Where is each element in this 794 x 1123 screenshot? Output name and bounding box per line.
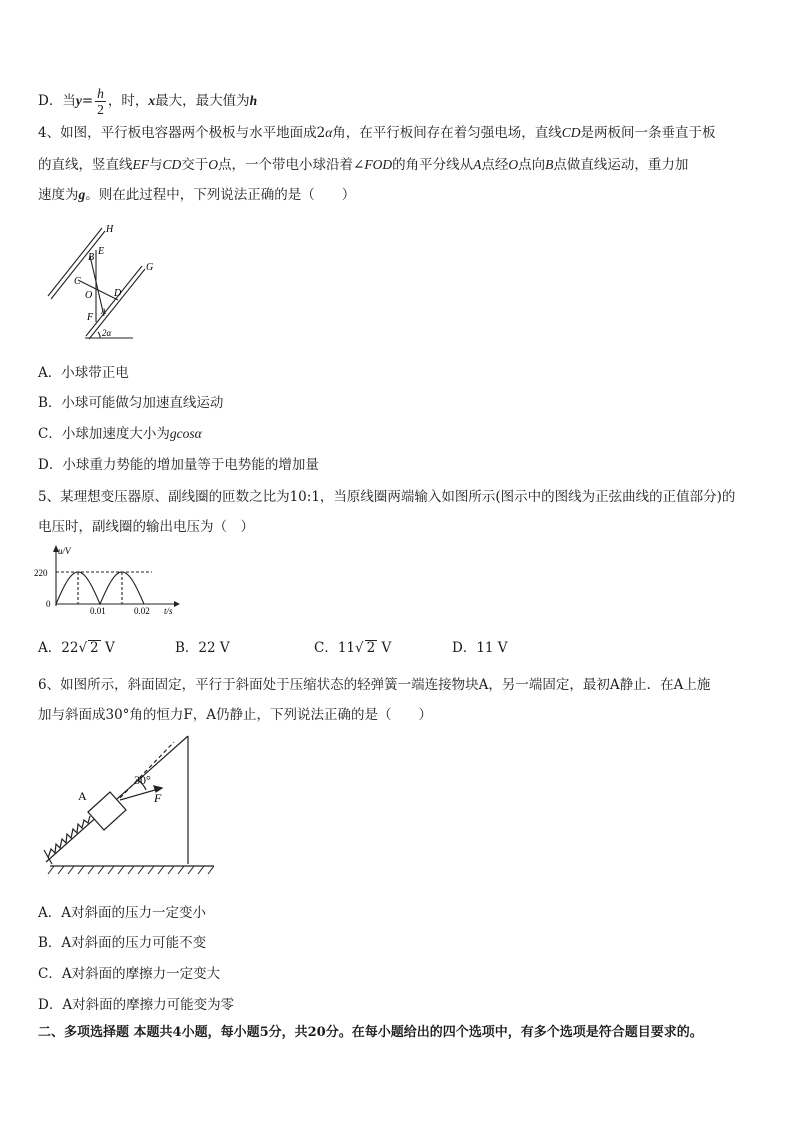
fraction-h-over-2 xyxy=(95,86,106,117)
math-var: CD xyxy=(561,125,581,140)
label-c: C xyxy=(74,276,81,287)
text: 点，一个带电小球沿着∠ xyxy=(218,157,365,173)
q6-incline-figure xyxy=(38,734,216,884)
math-var: B xyxy=(545,157,554,172)
math-var: α xyxy=(325,125,333,140)
text: 加与斜面成30°角的恒力F，A仍静止，下列说法正确的是（ ） xyxy=(38,707,433,723)
q4-stem-line2 xyxy=(38,155,688,175)
q4-option-a[interactable] xyxy=(38,363,129,383)
option-text: A对斜面的压力可能不变 xyxy=(61,935,207,951)
x-tick-002: 0.02 xyxy=(134,606,150,616)
option-text: ，时， xyxy=(107,93,149,109)
label-block-a: A xyxy=(78,789,87,803)
text: 速度为 xyxy=(38,187,79,203)
angle-arc xyxy=(98,332,100,338)
q6-stem-line2 xyxy=(38,705,432,725)
text: 。则在此过程中，下列说法正确的是（ ） xyxy=(85,187,356,203)
text: 点向 xyxy=(518,157,546,173)
q5-option-d[interactable] xyxy=(452,638,508,658)
q6-stem-line1 xyxy=(38,675,710,695)
spring xyxy=(48,816,90,858)
label-a: A xyxy=(101,307,106,316)
math-var: CD xyxy=(162,157,182,172)
q5-option-a[interactable] xyxy=(38,638,115,658)
label-h: H xyxy=(106,224,114,235)
x-tick-001: 0.01 xyxy=(90,606,106,616)
text: 的直线，竖直线 xyxy=(38,157,133,173)
option-text: 小球带正电 xyxy=(61,365,129,381)
option-value: 22 V xyxy=(198,640,230,656)
label-d: D xyxy=(114,288,122,299)
math-var: O xyxy=(508,157,519,172)
label-f: F xyxy=(87,312,94,323)
text: 与 xyxy=(149,157,163,173)
option-letter: D． xyxy=(452,640,477,656)
q6-option-d[interactable] xyxy=(38,995,234,1015)
text: 5、某理想变压器原、副线圈的匝数之比为10:1，当原线圈两端输入如图所示(图示中的图线为正弦曲线的正值部分)的 xyxy=(38,489,736,505)
text: 点经 xyxy=(481,157,509,173)
origin-label: 0 xyxy=(46,599,51,609)
text: 电压时，副线圈的输出电压为（ ） xyxy=(38,519,254,535)
option-value: 11 xyxy=(337,640,356,656)
option-value: 11 V xyxy=(476,640,508,656)
sqrt-sign: √ xyxy=(355,640,364,656)
y-axis-label: u/V xyxy=(58,546,71,556)
q6-option-b[interactable] xyxy=(38,933,206,953)
option-letter: B． xyxy=(38,395,62,411)
option-text: 当 xyxy=(62,93,76,109)
option-text: A对斜面的摩擦力可能变为零 xyxy=(62,997,235,1013)
q3-option-d xyxy=(38,86,257,117)
option-letter: D． xyxy=(38,457,63,473)
sqrt-sign: √ xyxy=(78,640,88,656)
option-text: 最大，最大值为 xyxy=(155,93,250,109)
x-axis-arrow xyxy=(174,601,180,607)
section-text: 二、多项选择题 本题共4小题，每小题5分，共20分。在每小题给出的四个选项中，有多个选项是符合题目要求的。 xyxy=(38,1025,703,1040)
y-tick-220: 220 xyxy=(34,568,48,578)
option-letter: B． xyxy=(175,640,199,656)
option-letter: A． xyxy=(38,905,62,921)
text: 角，在平行板间存在着匀强电场，直线 xyxy=(332,125,562,141)
option-letter: C． xyxy=(314,640,338,656)
q4-option-d[interactable] xyxy=(38,455,319,475)
option-letter: A． xyxy=(38,640,62,656)
option-letter: D． xyxy=(38,997,63,1013)
text: 是两板间一条垂直于板 xyxy=(580,125,716,141)
x-axis-label: t/s xyxy=(164,606,173,616)
math-expr: gcosα xyxy=(169,426,202,441)
option-letter: A． xyxy=(38,365,62,381)
option-letter: B． xyxy=(38,935,62,951)
option-unit: V xyxy=(381,640,392,656)
q5-stem-line2 xyxy=(38,517,254,537)
text: 4、如图，平行板电容器两个极板与水平地面成2 xyxy=(38,125,326,141)
math-var: A xyxy=(473,157,482,172)
q5-stem-line1 xyxy=(38,487,735,507)
text: 6、如图所示，斜面固定，平行于斜面处于压缩状态的轻弹簧一端连接物块A，另一端固定，最初A静止．在A上施 xyxy=(38,677,711,693)
math-var: y xyxy=(75,93,82,108)
q4-option-c[interactable] xyxy=(38,424,202,444)
math-var: O xyxy=(208,157,219,172)
q4-option-b[interactable] xyxy=(38,393,223,413)
text: 点做直线运动，重力加 xyxy=(553,157,689,173)
section-2-heading xyxy=(38,1023,703,1043)
math-var: EF xyxy=(132,157,149,172)
plate-right-b xyxy=(89,269,145,339)
q6-option-a[interactable] xyxy=(38,903,206,923)
math-eq: = xyxy=(81,93,94,109)
sine-curve xyxy=(56,572,144,604)
label-force-f: F xyxy=(154,791,162,805)
math-var: g xyxy=(78,187,86,202)
label-o: O xyxy=(85,290,93,301)
label-g: G xyxy=(146,262,154,273)
radicand: 2 xyxy=(90,640,99,656)
label-e: E xyxy=(98,246,105,257)
option-text: A对斜面的摩擦力一定变大 xyxy=(61,966,221,982)
option-letter: D． xyxy=(38,93,63,109)
option-value: 22 xyxy=(61,640,79,656)
label-b: B xyxy=(88,252,95,263)
math-var: FOD xyxy=(364,157,393,172)
q6-option-c[interactable] xyxy=(38,964,220,984)
option-text: A对斜面的压力一定变小 xyxy=(61,905,206,921)
option-letter: C． xyxy=(38,966,62,982)
option-text: 小球可能做匀加速直线运动 xyxy=(61,395,224,411)
plate-left-b xyxy=(51,231,105,299)
frac-num: h xyxy=(97,86,104,101)
option-text: 小球重力势能的增加量等于电势能的增加量 xyxy=(62,457,319,473)
option-unit: V xyxy=(104,640,115,656)
text: 交于 xyxy=(181,157,209,173)
ground-hatching xyxy=(48,866,214,874)
option-letter: C． xyxy=(38,426,62,442)
q5-voltage-graph xyxy=(34,544,184,616)
radicand: 2 xyxy=(366,640,376,656)
q5-option-c[interactable] xyxy=(314,638,391,658)
q4-stem-line3 xyxy=(38,185,355,205)
text: 的角平分线从 xyxy=(392,157,474,173)
q4-capacitor-figure xyxy=(38,220,168,345)
option-text: 小球加速度大小为 xyxy=(61,426,170,442)
math-var: h xyxy=(249,93,258,108)
label-angle-30: 30° xyxy=(134,773,151,787)
q5-option-b[interactable] xyxy=(175,638,230,658)
frac-den: 2 xyxy=(97,102,104,117)
math-var: x xyxy=(148,93,156,108)
q4-stem-line1 xyxy=(38,123,716,143)
label-angle: 2α xyxy=(102,328,112,338)
